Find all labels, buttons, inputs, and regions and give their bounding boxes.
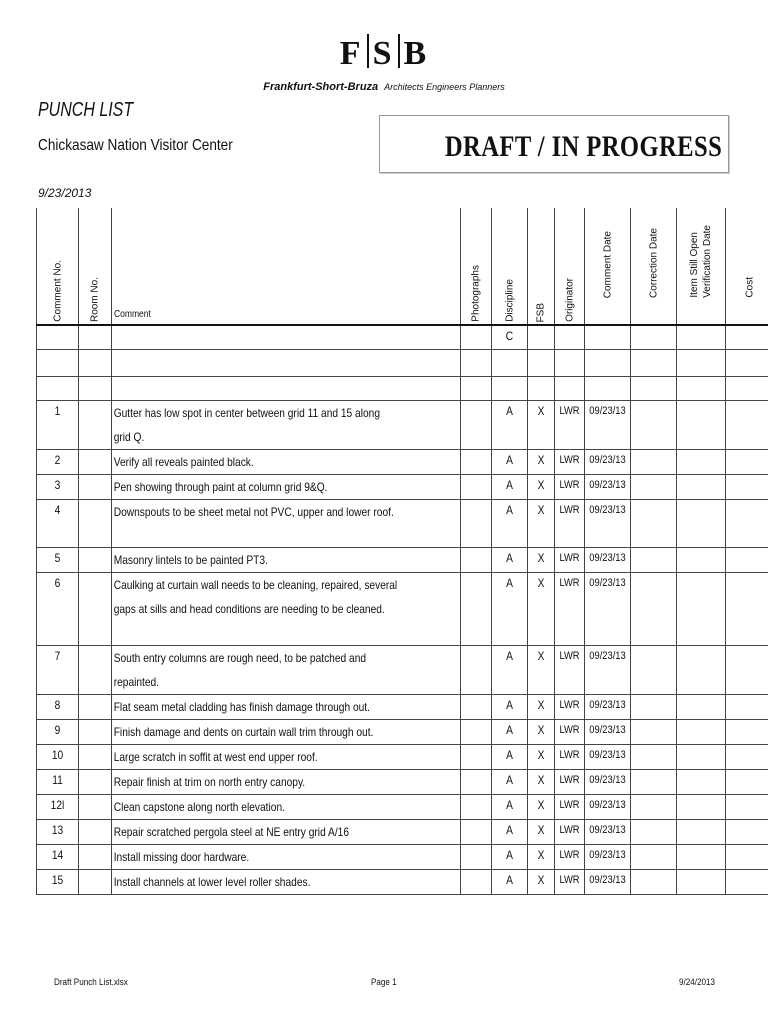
cell-fsb: X [528,844,555,869]
cell-originator: LWR [555,474,585,499]
cell-comment-no: 10 [37,744,79,769]
cell-photographs [461,547,492,572]
cell-photographs [461,819,492,844]
status-banner [379,115,729,173]
cell-comment-date: 09/23/13 [585,869,631,894]
punch-list-table [36,208,768,895]
cell-photographs [461,844,492,869]
cell-room-no [79,572,112,645]
cell-fsb: X [528,719,555,744]
cell-originator: LWR [555,719,585,744]
cell-correction-date [631,449,677,474]
cell-comment: Repair finish at trim on north entry canopy. [112,769,461,794]
cell-room-no [79,474,112,499]
cell-comment-no: 3 [37,474,79,499]
table-row [37,819,768,844]
spacer-row [37,349,768,376]
footer-file-name: Draft Punch List.xlsx [54,977,128,987]
cell-comment-date: 09/23/13 [585,794,631,819]
cell-fsb: X [528,547,555,572]
table-header-row [37,208,768,325]
cell-room-no [79,844,112,869]
cell-fsb: X [528,572,555,645]
col-header-comment-no: Comment No. [37,208,79,325]
cell-item-still-open [677,499,726,547]
col-header-comment-date: Comment Date [585,208,631,325]
cell-comment-date: 09/23/13 [585,547,631,572]
cell-correction-date [631,400,677,449]
cell-fsb: X [528,869,555,894]
cell-originator: LWR [555,794,585,819]
cell-correction-date [631,794,677,819]
cell-comment-no: 15 [37,869,79,894]
cell-discipline: A [492,744,528,769]
cell-cost [726,572,768,645]
cell-cost [726,449,768,474]
col-header-comment: Comment [112,208,461,325]
cell-originator: LWR [555,844,585,869]
col-header-room-no: Room No. [79,208,112,325]
cell-room-no [79,769,112,794]
col-header-correction-date: Correction Date [631,208,677,325]
cell-cost [726,499,768,547]
cell-comment-no: 4 [37,499,79,547]
table-row [37,869,768,894]
cell-discipline: A [492,769,528,794]
cell-cost [726,769,768,794]
cell-originator: LWR [555,694,585,719]
cell-discipline: A [492,547,528,572]
cell-comment: South entry columns are rough need, to be patched and repainted. [112,645,461,694]
cell-comment-date: 09/23/13 [585,819,631,844]
cell-comment-no: 5 [37,547,79,572]
cell-photographs [461,474,492,499]
cell-comment: Caulking at curtain wall needs to be cleaning, repaired, several gaps at sills and head conditions are needing to be cleaned. [112,572,461,645]
cell-originator: LWR [555,547,585,572]
cell-correction-date [631,844,677,869]
table-row [37,794,768,819]
cell-cost [726,719,768,744]
cell-correction-date [631,499,677,547]
cell-originator: LWR [555,572,585,645]
footer-print-date: 9/24/2013 [679,977,716,987]
cell-comment-date: 09/23/13 [585,645,631,694]
cell-comment: Downspouts to be sheet metal not PVC, upper and lower roof. [112,499,461,547]
table-row [37,547,768,572]
cell-fsb: X [528,769,555,794]
table-row [37,449,768,474]
firm-line [0,80,768,94]
cell-originator: LWR [555,645,585,694]
cell-photographs [461,400,492,449]
cell-fsb: X [528,794,555,819]
cell-discipline: A [492,719,528,744]
cell-comment-no: 7 [37,645,79,694]
cell-discipline: A [492,572,528,645]
cell-cost [726,744,768,769]
cell-comment: Install channels at lower level roller shades. [112,869,461,894]
table-row [37,400,768,449]
cell-item-still-open [677,694,726,719]
logo-letter-s: S [372,35,394,72]
cell-comment: Flat seam metal cladding has finish damage through out. [112,694,461,719]
legend-discipline: C [492,325,528,349]
table-row [37,694,768,719]
cell-correction-date [631,769,677,794]
cell-room-no [79,499,112,547]
cell-correction-date [631,819,677,844]
cell-comment-no: 13 [37,819,79,844]
cell-item-still-open [677,547,726,572]
cell-fsb: X [528,449,555,474]
cell-item-still-open [677,474,726,499]
cell-comment-no: 6 [37,572,79,645]
cell-cost [726,694,768,719]
footer-page-number: Page 1 [371,977,397,987]
cell-comment: Finish damage and dents on curtain wall trim through out. [112,719,461,744]
cell-item-still-open [677,449,726,474]
cell-photographs [461,694,492,719]
cell-fsb: X [528,474,555,499]
cell-discipline: A [492,869,528,894]
cell-correction-date [631,744,677,769]
cell-comment-date: 09/23/13 [585,769,631,794]
firm-name: Frankfurt-Short-Bruza [263,81,379,93]
cell-item-still-open [677,645,726,694]
cell-item-still-open [677,719,726,744]
cell-photographs [461,499,492,547]
col-header-photographs: Photographs [461,208,492,325]
cell-item-still-open [677,794,726,819]
cell-comment: Gutter has low spot in center between grid 11 and 15 along grid Q. [112,400,461,449]
cell-room-no [79,719,112,744]
cell-fsb: X [528,400,555,449]
col-header-item-still-open: Item Still Open Verification Date [677,208,726,325]
col-header-originator: Originator [555,208,585,325]
cell-room-no [79,449,112,474]
cell-photographs [461,769,492,794]
cell-item-still-open [677,819,726,844]
cell-cost [726,794,768,819]
cell-room-no [79,400,112,449]
cell-comment: Install missing door hardware. [112,844,461,869]
table-row [37,844,768,869]
cell-photographs [461,719,492,744]
cell-room-no [79,547,112,572]
cell-cost [726,474,768,499]
cell-comment: Masonry lintels to be painted PT3. [112,547,461,572]
cell-comment-date: 09/23/13 [585,844,631,869]
cell-cost [726,547,768,572]
logo-letter-f: F [339,35,363,72]
cell-correction-date [631,869,677,894]
col-header-cost: Cost [726,208,768,325]
cell-fsb: X [528,744,555,769]
cell-comment: Repair scratched pergola steel at NE entry grid A/16 [112,819,461,844]
cell-room-no [79,794,112,819]
cell-comment-date: 09/23/13 [585,719,631,744]
cell-originator: LWR [555,869,585,894]
cell-cost [726,869,768,894]
cell-fsb: X [528,694,555,719]
cell-comment-no: 12l [37,794,79,819]
cell-item-still-open [677,744,726,769]
cell-comment: Clean capstone along north elevation. [112,794,461,819]
cell-comment-no: 8 [37,694,79,719]
cell-discipline: A [492,400,528,449]
cell-photographs [461,645,492,694]
cell-item-still-open [677,769,726,794]
cell-comment: Large scratch in soffit at west end upper roof. [112,744,461,769]
cell-photographs [461,744,492,769]
cell-comment: Pen showing through paint at column grid 9&Q. [112,474,461,499]
cell-cost [726,400,768,449]
status-banner-text: DRAFT / IN PROGRESS [444,130,722,163]
cell-correction-date [631,474,677,499]
cell-item-still-open [677,869,726,894]
cell-comment-no: 9 [37,719,79,744]
cell-discipline: A [492,474,528,499]
firm-logo [0,34,768,74]
cell-item-still-open [677,572,726,645]
cell-cost [726,819,768,844]
cell-room-no [79,645,112,694]
cell-originator: LWR [555,400,585,449]
cell-comment-date: 09/23/13 [585,449,631,474]
cell-discipline: A [492,819,528,844]
cell-originator: LWR [555,819,585,844]
project-name: Chickasaw Nation Visitor Center [38,137,233,154]
cell-comment-date: 09/23/13 [585,474,631,499]
cell-correction-date [631,694,677,719]
cell-correction-date [631,719,677,744]
cell-comment-date: 09/23/13 [585,572,631,645]
cell-cost [726,844,768,869]
cell-correction-date [631,547,677,572]
cell-room-no [79,694,112,719]
cell-comment-date: 09/23/13 [585,499,631,547]
table-row [37,645,768,694]
cell-room-no [79,869,112,894]
cell-photographs [461,572,492,645]
cell-originator: LWR [555,769,585,794]
cell-fsb: X [528,499,555,547]
table-row [37,474,768,499]
cell-discipline: A [492,645,528,694]
cell-item-still-open [677,844,726,869]
cell-comment-no: 1 [37,400,79,449]
cell-cost [726,645,768,694]
cell-discipline: A [492,499,528,547]
cell-photographs [461,869,492,894]
table-row [37,572,768,645]
table-row [37,719,768,744]
document-title: PUNCH LIST [38,99,134,121]
cell-fsb: X [528,819,555,844]
cell-room-no [79,819,112,844]
cell-room-no [79,744,112,769]
spacer-row [37,376,768,400]
cell-discipline: A [492,844,528,869]
cell-fsb: X [528,645,555,694]
cell-discipline: A [492,694,528,719]
cell-item-still-open [677,400,726,449]
cell-comment-no: 11 [37,769,79,794]
cell-correction-date [631,572,677,645]
cell-comment-date: 09/23/13 [585,744,631,769]
document-date: 9/23/2013 [38,186,92,200]
cell-comment-date: 09/23/13 [585,694,631,719]
col-header-fsb: FSB [528,208,555,325]
firm-tagline: Architects Engineers Planners [384,82,505,92]
cell-comment-no: 2 [37,449,79,474]
cell-photographs [461,794,492,819]
cell-comment-date: 09/23/13 [585,400,631,449]
cell-originator: LWR [555,449,585,474]
cell-photographs [461,449,492,474]
cell-originator: LWR [555,744,585,769]
table-row [37,744,768,769]
logo-letter-b: B [403,35,429,72]
col-header-discipline: Discipline [492,208,528,325]
cell-comment-no: 14 [37,844,79,869]
cell-originator: LWR [555,499,585,547]
cell-discipline: A [492,794,528,819]
cell-discipline: A [492,449,528,474]
table-row [37,499,768,547]
cell-correction-date [631,645,677,694]
table-row [37,769,768,794]
cell-comment: Verify all reveals painted black. [112,449,461,474]
legend-row [37,325,768,349]
